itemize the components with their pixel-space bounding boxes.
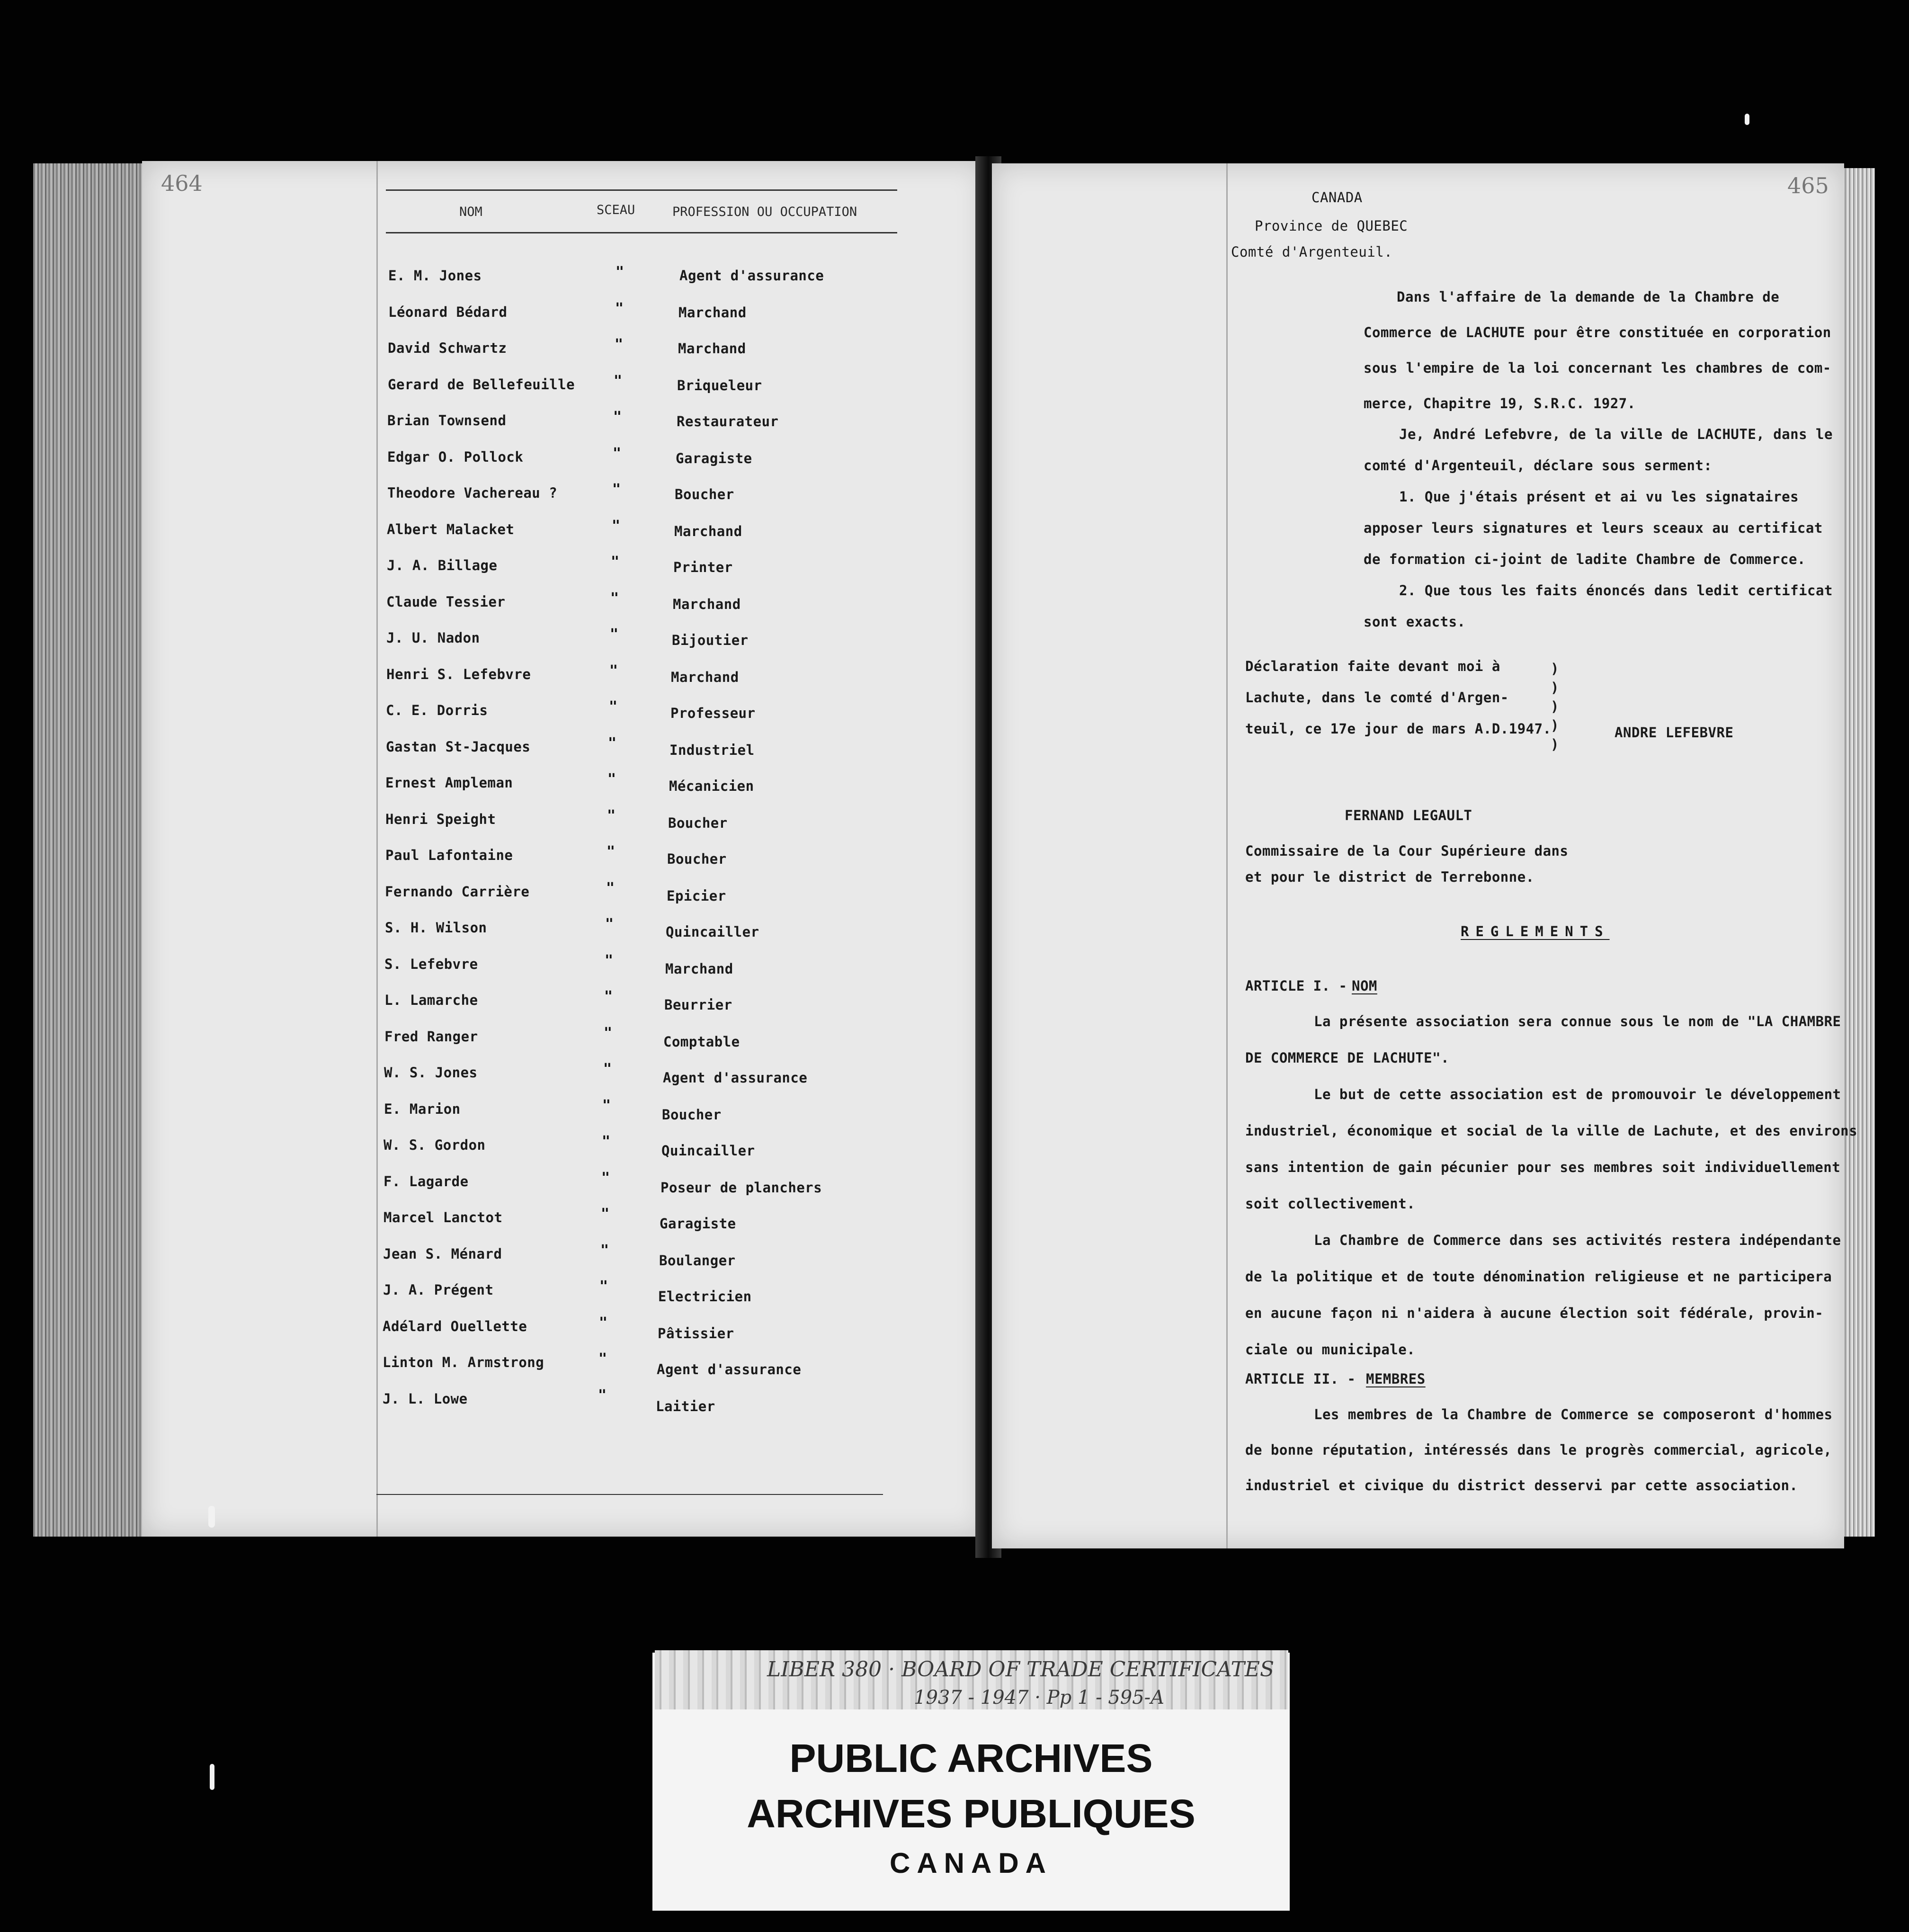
list-end-rule <box>376 1494 883 1495</box>
seal-ditto-mark: " <box>615 300 624 317</box>
article-1-line: La Chambre de Commerce dans ses activités restera indépendante <box>1314 1232 1841 1248</box>
article-1-line: sans intention de gain pécunier pour ses membres soit individuellement <box>1245 1159 1841 1175</box>
film-marker <box>210 1764 214 1790</box>
stamp-archives-publiques: ARCHIVES PUBLIQUES <box>747 1791 1195 1836</box>
bracket-mark: ) <box>1551 736 1559 752</box>
registrant-name: Fred Ranger <box>384 1028 478 1045</box>
registrant-profession: Garagiste <box>676 450 752 466</box>
article-1-line: ciale ou municipale. <box>1245 1342 1416 1358</box>
registrant-profession: Pâtissier <box>658 1325 734 1342</box>
stamp-public-archives: PUBLIC ARCHIVES <box>789 1736 1153 1780</box>
registrant-profession: Restaurateur <box>677 413 779 429</box>
registrant-name: J. L. Lowe <box>383 1390 468 1407</box>
article-2-prefix: ARTICLE II. - <box>1245 1371 1356 1387</box>
registrant-name: Ernest Ampleman <box>385 775 513 791</box>
column-header-profession: PROFESSION OU OCCUPATION <box>672 205 857 219</box>
article-1-title: NOM <box>1352 978 1377 994</box>
registrant-name: S. H. Wilson <box>385 920 487 936</box>
seal-ditto-mark: " <box>607 843 616 860</box>
seal-ditto-mark: " <box>604 988 613 1005</box>
handwritten-liber: LIBER 380 · BOARD OF TRADE CERTIFICATES <box>767 1657 1275 1682</box>
left-page <box>142 161 985 1537</box>
registrant-name: Adélard Ouellette <box>383 1318 527 1334</box>
registrant-name: Henri Speight <box>385 811 496 827</box>
right-page <box>992 163 1858 1548</box>
article-1-line: DE COMMERCE DE LACHUTE". <box>1245 1050 1450 1066</box>
registrant-name: Marcel Lanctot <box>384 1209 503 1225</box>
article-1-line: Le but de cette association est de promouvoir le développement <box>1314 1086 1841 1102</box>
seal-ditto-mark: " <box>607 771 616 787</box>
registrant-profession: Industriel <box>669 742 755 758</box>
bracket-mark: ) <box>1551 680 1559 696</box>
article-1-prefix: ARTICLE I. - <box>1245 978 1347 994</box>
registrant-profession: Quincailler <box>666 924 759 940</box>
intro-line: Commerce de LACHUTE pour être constituée en corporation <box>1364 324 1831 340</box>
intro-line: sous l'empire de la loi concernant les chambres de com- <box>1364 360 1831 376</box>
article-2-line: de bonne réputation, intéressés dans le progrès commercial, agricole, <box>1245 1442 1832 1458</box>
seal-ditto-mark: " <box>612 481 621 498</box>
article-1-line: en aucune façon ni n'aidera à aucune élection soit fédérale, provin- <box>1245 1305 1824 1321</box>
registrant-name: Henri S. Lefebvre <box>386 666 531 682</box>
seal-ditto-mark: " <box>599 1278 608 1295</box>
registrant-name: F. Lagarde <box>384 1173 469 1190</box>
registrant-name: Paul Lafontaine <box>385 847 513 863</box>
bracket-mark: ) <box>1551 717 1559 733</box>
seal-ditto-mark: " <box>605 952 614 969</box>
seal-ditto-mark: " <box>614 372 623 389</box>
article-1-line: de la politique et de toute dénomination religieuse et ne participera <box>1245 1269 1832 1285</box>
article-2-title: MEMBRES <box>1366 1371 1426 1387</box>
registrant-name: W. S. Gordon <box>384 1137 486 1153</box>
seal-ditto-mark: " <box>606 879 615 896</box>
heading-province: Province de QUEBEC <box>1255 218 1408 234</box>
registrant-name: Albert Malacket <box>387 521 515 537</box>
header-bottom-rule <box>386 232 897 233</box>
oath-line: 2. Que tous les faits énoncés dans ledit certificat <box>1399 582 1833 599</box>
seal-ditto-mark: " <box>598 1386 607 1404</box>
registrant-name: Edgar O. Pollock <box>387 448 524 465</box>
registrant-profession: Mécanicien <box>669 778 754 794</box>
seal-ditto-mark: " <box>609 662 618 679</box>
seal-ditto-mark: " <box>598 1351 607 1367</box>
seal-ditto-mark: " <box>602 1097 611 1114</box>
registrant-profession: Marchand <box>678 304 747 321</box>
registrant-name: Gerard de Bellefeuille <box>388 376 575 393</box>
seal-ditto-mark: " <box>616 264 624 280</box>
oath-line: sont exacts. <box>1364 614 1466 630</box>
seal-ditto-mark: " <box>609 698 618 715</box>
declaration-line: teuil, ce 17e jour de mars A.D.1947. <box>1245 721 1552 737</box>
registrant-profession: Marchand <box>678 340 746 357</box>
seal-ditto-mark: " <box>604 1024 613 1041</box>
handwritten-dates: 1937 - 1947 · Pp 1 - 595-A <box>914 1687 1165 1708</box>
registrant-name: Jean S. Ménard <box>383 1245 502 1262</box>
seal-ditto-mark: " <box>610 626 619 643</box>
left-page-number: 464 <box>161 170 203 196</box>
registrant-profession: Epicier <box>667 887 726 904</box>
seal-ditto-mark: " <box>605 916 614 932</box>
registrant-name: S. Lefebvre <box>384 956 478 972</box>
bracket-mark: ) <box>1551 698 1559 715</box>
registrant-profession: Marchand <box>673 596 741 612</box>
deponent-signature: ANDRE LEFEBVRE <box>1615 724 1734 741</box>
registrant-name: E. Marion <box>384 1100 461 1117</box>
article-1-line: La présente association sera connue sous le nom de "LA CHAMBRE <box>1314 1013 1841 1029</box>
right-page-number: 465 <box>1787 173 1829 198</box>
registrant-profession: Boucher <box>675 486 734 502</box>
registrant-profession: Agent d'assurance <box>657 1361 802 1377</box>
heading-canada: CANADA <box>1311 189 1363 206</box>
seal-ditto-mark: " <box>615 336 624 353</box>
registrant-profession: Comptable <box>663 1033 740 1050</box>
registrant-profession: Agent d'assurance <box>663 1070 808 1086</box>
seal-ditto-mark: " <box>602 1133 611 1150</box>
oath-line: comté d'Argenteuil, déclare sous serment: <box>1364 457 1713 474</box>
registrant-name: Gastan St-Jacques <box>386 738 531 755</box>
registrant-name: Brian Townsend <box>387 412 507 429</box>
registrant-name: L. Lamarche <box>384 992 478 1008</box>
registrant-profession: Poseur de planchers <box>660 1179 822 1196</box>
registrant-profession: Briqueleur <box>677 377 762 394</box>
seal-ditto-mark: " <box>599 1314 608 1331</box>
heading-county: Comté d'Argenteuil. <box>1231 244 1393 260</box>
seal-ditto-mark: " <box>607 807 616 824</box>
declaration-line: Déclaration faite devant moi à <box>1245 658 1500 674</box>
binding-clip <box>208 1506 215 1528</box>
registrant-name: C. E. Dorris <box>386 702 488 718</box>
seal-ditto-mark: " <box>613 445 622 462</box>
seal-ditto-mark: " <box>611 554 620 570</box>
seal-ditto-mark: " <box>613 409 622 425</box>
reglements-title: REGLEMENTS <box>1461 923 1610 939</box>
registrant-name: Claude Tessier <box>386 593 506 610</box>
seal-ditto-mark: " <box>603 1061 612 1077</box>
registrant-name: W. S. Jones <box>384 1064 478 1081</box>
seal-ditto-mark: " <box>610 590 619 607</box>
registrant-profession: Laitier <box>656 1398 715 1414</box>
right-margin-line <box>1226 163 1228 1548</box>
left-page-edges <box>33 163 147 1537</box>
article-1-line: industriel, économique et social de la ville de Lachute, et des environs <box>1245 1123 1858 1139</box>
seal-ditto-mark: " <box>612 517 621 534</box>
registrant-profession: Professeur <box>670 705 756 721</box>
commissioner-line: Commissaire de la Cour Supérieure dans <box>1245 843 1569 859</box>
left-margin-line <box>376 161 378 1537</box>
seal-ditto-mark: " <box>601 1206 610 1222</box>
binding-clip-top <box>1745 114 1749 125</box>
bracket-mark: ) <box>1551 661 1559 677</box>
oath-line: de formation ci-joint de ladite Chambre de Commerce. <box>1364 551 1806 567</box>
registrant-name: Fernando Carrière <box>385 883 530 900</box>
oath-line: 1. Que j'étais présent et ai vu les signataires <box>1399 489 1799 505</box>
oath-line: Je, André Lefebvre, de la ville de LACHUTE, dans le <box>1399 426 1833 442</box>
registrant-name: E. M. Jones <box>388 268 482 284</box>
registrant-name: Theodore Vachereau ? <box>387 485 558 501</box>
registrant-profession: Agent d'assurance <box>679 268 824 284</box>
registrant-profession: Boucher <box>668 814 728 831</box>
article-2-line: Les membres de la Chambre de Commerce se composeront d'hommes <box>1314 1406 1833 1422</box>
registrant-profession: Bijoutier <box>672 632 749 648</box>
registrant-profession: Quincailler <box>661 1143 755 1159</box>
oath-line: apposer leurs signatures et leurs sceaux au certificat <box>1364 520 1823 536</box>
article-1-line: soit collectivement. <box>1245 1196 1416 1212</box>
header-top-rule <box>386 189 897 191</box>
registrant-name: Linton M. Armstrong <box>383 1354 544 1370</box>
seal-ditto-mark: " <box>600 1242 609 1259</box>
registrant-profession: Printer <box>673 559 733 575</box>
registrant-name: J. A. Billage <box>387 557 498 573</box>
registrant-name: J. U. Nadon <box>386 630 480 646</box>
commissioner-name: FERNAND LEGAULT <box>1345 807 1472 823</box>
registrant-profession: Boucher <box>667 851 727 867</box>
column-header-name: NOM <box>459 205 482 219</box>
intro-line: merce, Chapitre 19, S.R.C. 1927. <box>1364 395 1636 411</box>
registrant-name: Léonard Bédard <box>388 304 508 320</box>
registrant-profession: Garagiste <box>660 1216 736 1232</box>
declaration-line: Lachute, dans le comté d'Argen- <box>1245 689 1509 706</box>
stamp-canada: CANADA <box>890 1847 1053 1879</box>
seal-ditto-mark: " <box>601 1169 610 1186</box>
registrant-name: J. A. Prégent <box>383 1282 494 1298</box>
registrant-profession: Marchand <box>671 669 739 685</box>
registrant-profession: Beurrier <box>664 997 732 1013</box>
registrant-name: David Schwartz <box>388 340 507 356</box>
registrant-profession: Marchand <box>674 523 742 539</box>
registrant-profession: Boucher <box>662 1106 722 1123</box>
registrant-profession: Electricien <box>658 1288 752 1305</box>
column-header-seal: SCEAU <box>597 203 635 217</box>
seal-ditto-mark: " <box>608 734 617 751</box>
registrant-profession: Marchand <box>665 960 733 977</box>
registrant-profession: Boulanger <box>659 1252 736 1269</box>
article-2-line: industriel et civique du district desservi par cette association. <box>1245 1477 1798 1494</box>
commissioner-line: et pour le district de Terrebonne. <box>1245 869 1534 885</box>
intro-line: Dans l'affaire de la demande de la Chambre de <box>1397 289 1780 305</box>
